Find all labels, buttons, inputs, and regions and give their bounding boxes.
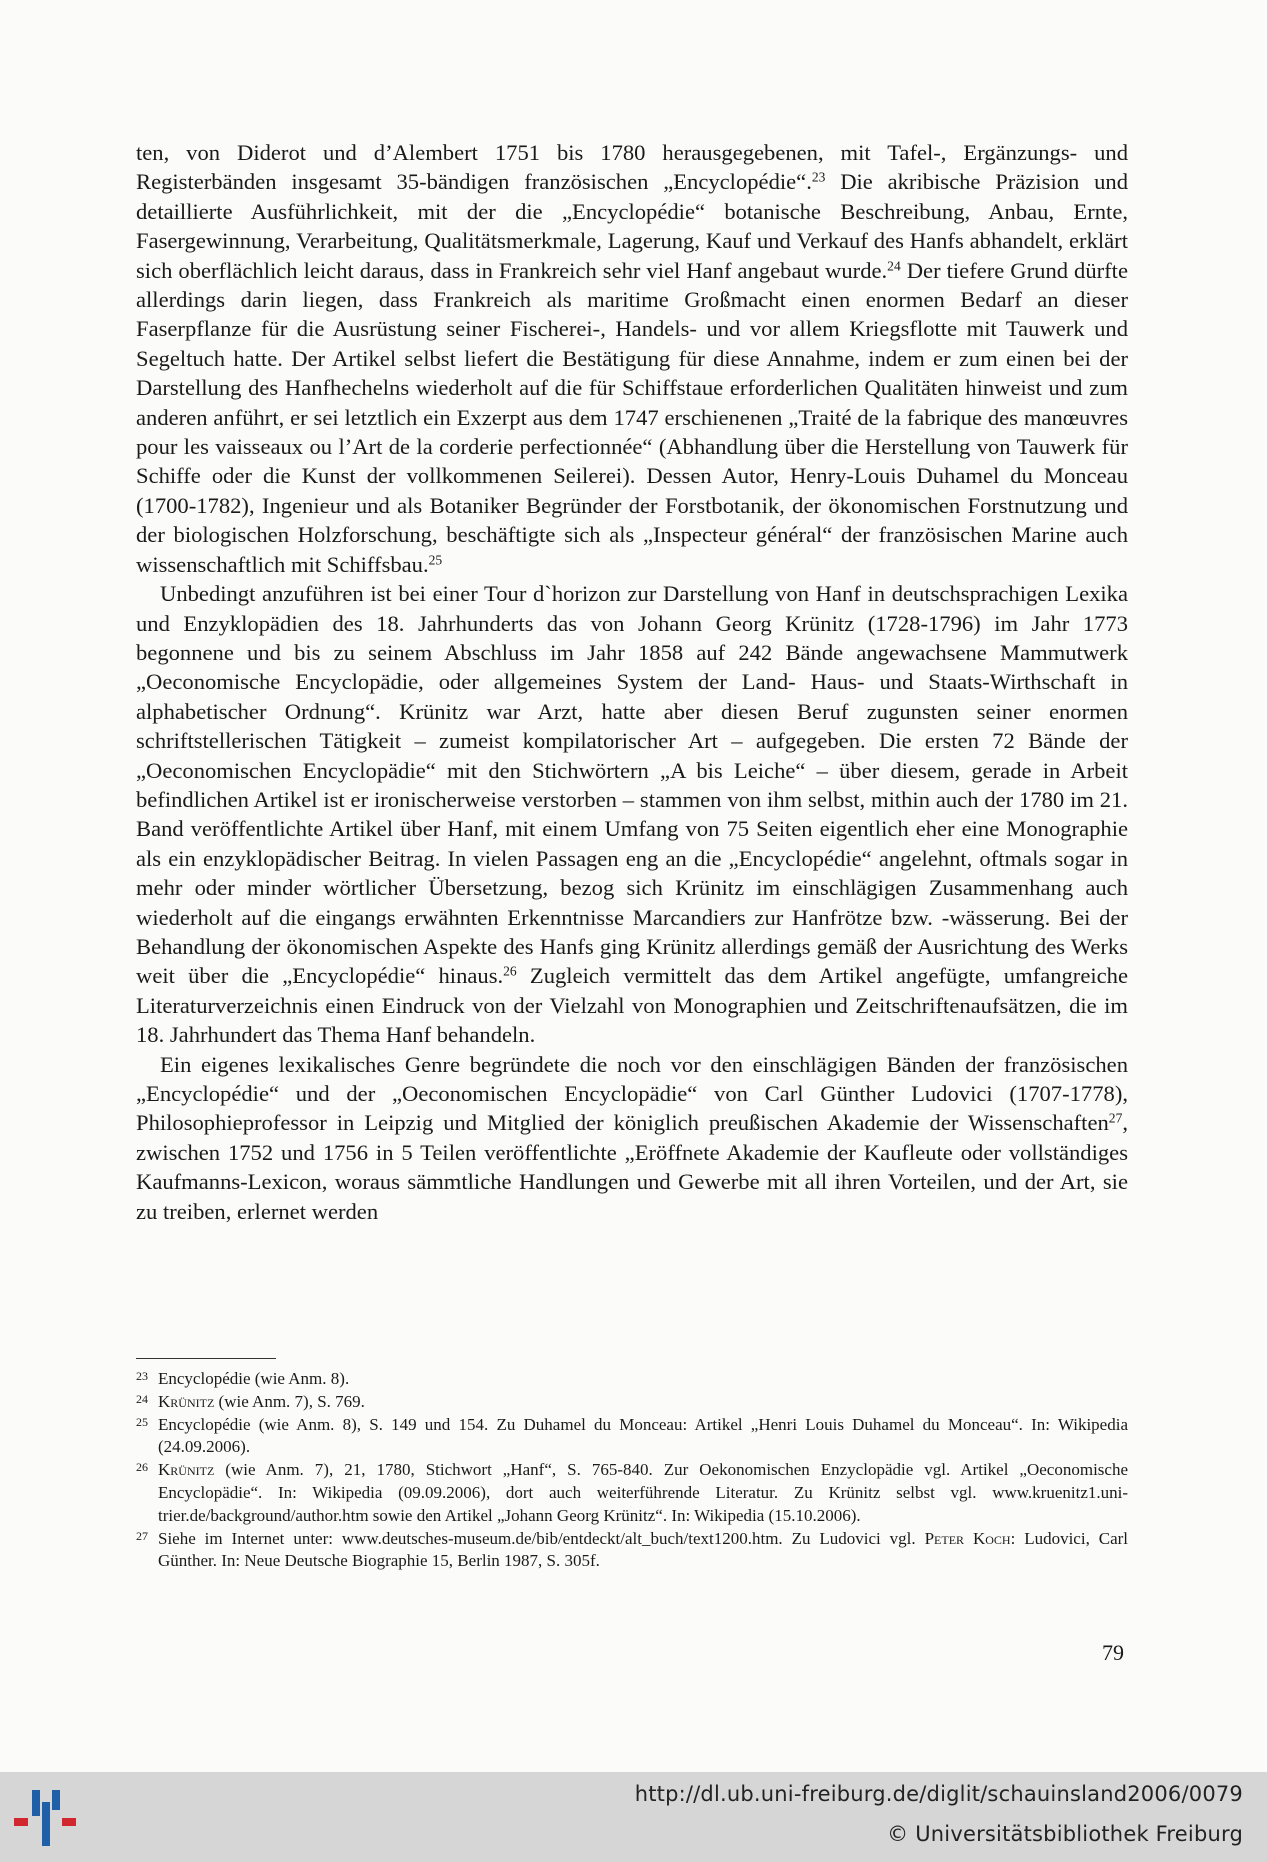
text-run: (wie Anm. 7), 21, 1780, Stichwort „Hanf“, S. 765-840. Zur Oekonomischen Enzyclopädie vgl. Artikel „Oeconomische Encyclopädie“. In: Wikipedia (09.09.2006), dort auch weiterführende Literatur. Zu Krünitz selbst vgl. www.kruenitz1.uni-trier.de/background/author.htm sowie den Artikel „Johann Georg Krünitz“. In: Wikipedia (15.10.2006). (158, 1460, 1128, 1525)
footnote-number: 27 (136, 1528, 148, 1543)
footnote-ref: 27 (1108, 1110, 1123, 1126)
text-run: : Ludovici, Carl Günther. In: Neue Deutsche Biographie 15, Berlin 1987, S. 305f. (158, 1528, 1129, 1571)
text-run: ten, von Diderot und d’Alembert 1751 bis 1780 herausgegebenen, mit Tafel-, Ergänzungs- und Registerbänden insgesamt 35-bändigen französischen „Encyclopédie“. (136, 140, 1128, 195)
viewer-footer (0, 1772, 1267, 1862)
text-run: Encyclopédie (wie Anm. 8). (158, 1369, 350, 1388)
text-run: (wie Anm. 7), S. 769. (214, 1391, 365, 1411)
text-run: Encyclopédie (wie Anm. 8), S. 149 und 154. Zu Duhamel du Monceau: Artikel „Henri Louis Duhamel du Monceau“. In: Wikipedia (24.09.2006). (158, 1414, 1128, 1457)
footnote-ref: 25 (428, 552, 443, 568)
footnote-number: 25 (136, 1414, 148, 1429)
text-run: , zwischen 1752 und 1756 in 5 Teilen veröffentlichte „Eröffnete Akademie der Kaufleute oder vollständiges Kaufmanns-Lexicon, woraus sämmtliche Handlungen und Gewerbe mit all ihren Vorteilen, und der Art, sie zu treiben, erlernet werden (136, 1110, 1128, 1224)
text-run: Die akribische Präzision und detaillierte Ausführlichkeit, mit der die „Encyclopédie“ botanische Beschreibung, Anbau, Ernte, Fasergewinnung, Verarbeitung, Qualitätsmerkmale, Lagerung, Kauf und Verkauf des Hanfs abhandelt, erklärt sich oberflächlich leicht daraus, dass in Frankreich sehr viel Hanf angebaut wurde. (136, 169, 1128, 283)
footnote-ref: 26 (503, 963, 517, 979)
text-run: Der tiefere Grund dürfte allerdings darin liegen, dass Frankreich als maritime Großmacht einen enormen Bedarf an dieser Faserpflanze für die Ausrüstung seiner Fischerei-, Handels- und vor allem Kriegsflotte mit Tauwerk und Segeltuch hatte. Der Artikel selbst liefert die Bestätigung für diese Annahme, indem er zum einen bei der Darstellung des Hanfhechelns wiederholt auf die für Schiffstaue erforderlichen Qualitäten hinweist und zum anderen anführt, er sei letztlich ein Exzerpt aus dem 1747 erschienenen „Traité de la fabrique des manœuvres pour les vaisseaux ou l’Art de la corderie perfectionnée“ (Abhandlung über die Herstellung von Tauwerk für Schiffe oder die Kunst der vollkommenen Seilerei). Dessen Autor, Henry-Louis Duhamel du Monceau (1700-1782), Ingenieur und als Botaniker Begründer der Forstbotanik, der ökonomischen Forstnutzung und der biologischen Holzforschung, beschäftigte sich als „Inspecteur général“ der französischen Marine auch wissenschaftlich mit Schiffsbau. (136, 257, 1128, 577)
footnote-ref: 24 (887, 258, 901, 274)
footnote-number: 23 (136, 1369, 148, 1383)
footnote-ref: 23 (811, 169, 826, 185)
footnote-rule (136, 1358, 276, 1359)
author-name: Peter Koch (924, 1528, 1011, 1548)
text-run: Ein eigenes lexikalisches Genre begründete die noch vor den einschlägigen Bänden der französischen „Encyclopédie“ und der „Oeconomischen Encyclopädie“ von Carl Günther Ludovici (1707-1778), Philosophieprofessor in Leipzig und Mitglied der königlich preußischen Akademie der Wissenschaften (136, 1051, 1128, 1136)
text-run: Siehe im Internet unter: www.deutsches-museum.de/bib/entdeckt/alt_buch/text1200.htm. Zu Ludovici vgl. (158, 1528, 925, 1548)
footnote (136, 1414, 1128, 1460)
author-name: Krünitz (158, 1391, 215, 1411)
paragraph (136, 579, 1128, 1050)
paragraph (136, 138, 1128, 579)
footnotes (136, 1368, 1128, 1573)
footnote (136, 1528, 1128, 1574)
page-number: 79 (1102, 1640, 1124, 1665)
footnote-number: 26 (136, 1460, 148, 1475)
footnote (136, 1391, 1128, 1414)
copyright-text: © Universitätsbibliothek Freiburg (887, 1822, 1243, 1846)
paragraph (136, 1050, 1128, 1226)
body-text (136, 138, 1128, 1226)
footnote (136, 1368, 1128, 1391)
text-run: Unbedingt anzuführen ist bei einer Tour d`horizon zur Darstellung von Hanf in deutschsprachigen Lexika und Enzyklopädien des 18. Jahrhunderts das von Johann Georg Krünitz (1728-1796) im Jahr 1773 begonnene und bis zu seinem Abschluss im Jahr 1858 auf 242 Bände angewachsene Mammutwerk „Oeconomische Encyclopädie, oder allgemeines System der Land- Haus- und Staats-Wirthschaft in alphabetischer Ordnung“. Krünitz war Arzt, hatte aber diesen Beruf zugunsten seiner enormen schriftstellerischen Tätigkeit – zumeist kompilatorischer Art – aufgegeben. Die ersten 72 Bände der „Oeconomischen Encyclopädie“ mit den Stichwörtern „A bis Leiche“ – über diesem, gerade in Arbeit befindlichen Artikel ist er ironischerweise verstorben – stammen von ihm selbst, mithin auch der 1780 im 21. Band veröffentlichte Artikel über Hanf, mit einem Umfang von 75 Seiten eigentlich eher eine Monographie als ein enzyklopädischer Beitrag. In vielen Passagen eng an die „Encyclopédie“ angelehnt, oftmals sogar in mehr oder minder wörtlicher Übersetzung, bezog sich Krünitz im einschlägigen Zusammenhang auch wiederholt auf die eingangs erwähnten Erkenntnisse Marcandiers zur Hanfrötze bzw. -wässerung. Bei der Behandlung der ökonomischen Aspekte des Hanfs ging Krünitz allerdings gemäß der Ausrichtung des Werks weit über die „Encyclopédie“ hinaus. (136, 581, 1128, 989)
author-name: Krünitz (158, 1460, 215, 1480)
footnote-number: 24 (136, 1391, 148, 1406)
document-url-link[interactable]: http://dl.ub.uni-freiburg.de/diglit/schauinsland2006/0079 (634, 1782, 1243, 1806)
footnote (136, 1459, 1128, 1527)
ub-freiburg-logo-icon (12, 1788, 80, 1850)
text-run: Zugleich vermittelt das dem Artikel angefügte, umfangreiche Literaturverzeichnis einen Eindruck von der Vielzahl von Monographien und Zeitschriftenaufsätzen, die im 18. Jahrhundert das Thema Hanf behandeln. (136, 963, 1128, 1048)
